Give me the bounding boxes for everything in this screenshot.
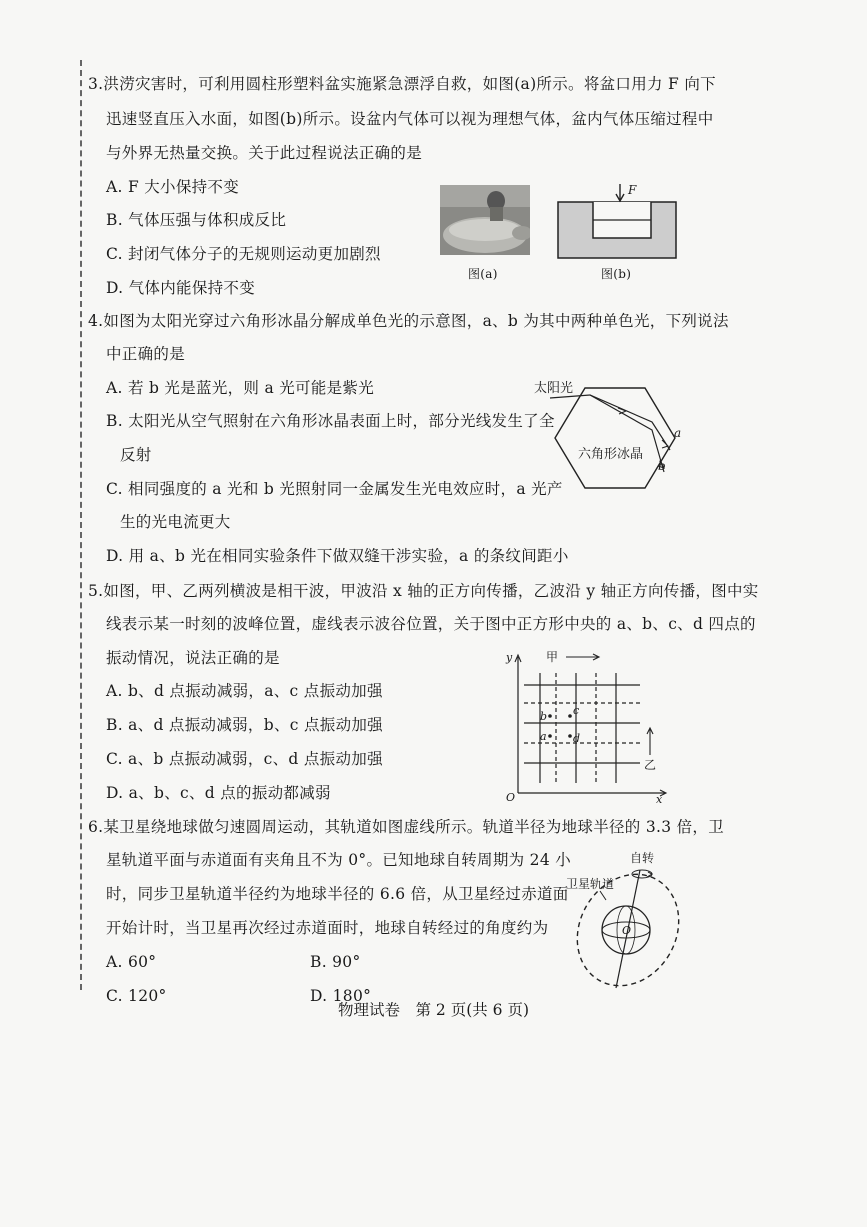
q5-option-c: C. a、b 点振动减弱，c、d 点振动加强 [106,750,383,768]
q3-option-d: D. 气体内能保持不变 [106,279,256,297]
q5-wave-jia-label: 甲 [546,650,559,664]
q5-option-d: D. a、b、c、d 点的振动都减弱 [106,784,331,802]
q3-figure-a-photo [440,185,530,255]
q4-crystal-label: 六角形冰晶 [578,447,644,462]
q5-point-c [568,714,572,718]
q6-stem-line-1: 6.某卫星绕地球做匀速圆周运动，其轨道如图虚线所示。轨道半径为地球半径的 3.3 倍，卫 [88,818,724,836]
q3-stem-line-1: 3.洪涝灾害时，可利用圆柱形塑料盆实施紧急漂浮自救，如图(a)所示。将盆口用力 F 向下 [88,75,716,93]
q5-point-a-label: a [540,730,547,743]
q6-center-label: O [622,924,632,937]
q6-satellite-orbit-figure [560,848,700,993]
q5-wave-interference-figure [500,645,675,805]
q6-option-d: D. 180° [310,987,372,1005]
q5-wave-yi-label: 乙 [644,758,657,772]
q6-option-c: C. 120° [106,987,167,1005]
q3-figure-b-diagram [555,182,680,262]
q5-point-d-label: d [573,732,581,745]
q4-ray-b-label: b [658,459,666,473]
q5-point-b-label: b [540,710,548,723]
q4-option-d: D. 用 a、b 光在相同实验条件下做双缝干涉实验，a 的条纹间距小 [106,547,569,565]
q5-origin-label: O [506,791,516,804]
q3-force-label: F [628,183,637,197]
q4-option-c-cont: 生的光电流更大 [120,513,231,531]
q5-point-c-label: c [573,704,580,717]
q6-stem-line-2: 星轨道平面与赤道面有夹角且不为 0°。已知地球自转周期为 24 小 [106,851,572,869]
q6-rotation-label: 自转 [630,851,655,865]
q4-ice-crystal-figure [530,380,700,505]
q5-axis-y-label: y [506,651,513,664]
q4-stem-line-2: 中正确的是 [106,345,186,363]
q3-stem-line-2: 迅速竖直压入水面，如图(b)所示。设盆内气体可以视为理想气体，盆内气体压缩过程中 [106,110,714,128]
q5-stem-line-2: 线表示某一时刻的波峰位置，虚线表示波谷位置，关于图中正方形中央的 a、b、c、d 四点的 [106,615,756,633]
q6-orbit-label: 卫星轨道 [566,877,615,891]
q3-stem-line-3: 与外界无热量交换。关于此过程说法正确的是 [106,144,423,162]
q3-option-b: B. 气体压强与体积成反比 [106,211,287,229]
q4-option-a: A. 若 b 光是蓝光，则 a 光可能是紫光 [106,379,375,397]
page-footer: 物理试卷 第 2 页(共 6 页) [337,1001,530,1019]
q5-point-d [568,734,572,738]
q6-option-a: A. 60° [106,953,157,971]
q3-figure-b-caption: 图(b) [601,267,632,281]
q6-stem-line-3: 时，同步卫星轨道半径约为地球半径的 6.6 倍，从卫星经过赤道面 [106,885,569,903]
q4-ray-a-label: a [674,426,682,440]
q5-point-a [548,734,552,738]
q5-point-b [548,714,552,718]
q5-option-a: A. b、d 点振动减弱，a、c 点振动加强 [106,682,383,700]
q3-option-c: C. 封闭气体分子的无规则运动更加剧烈 [106,245,381,263]
q4-option-c: C. 相同强度的 a 光和 b 光照射同一金属发生光电效应时，a 光产 [106,480,563,498]
q4-option-b-cont: 反射 [120,446,152,464]
q3-option-a: A. F 大小保持不变 [106,178,240,196]
q6-stem-line-4: 开始计时，当卫星再次经过赤道面时，地球自转经过的角度约为 [106,919,549,937]
q4-sunlight-label: 太阳光 [534,381,574,396]
q4-stem-line-1: 4.如图为太阳光穿过六角形冰晶分解成单色光的示意图，a、b 为其中两种单色光，下列说法 [88,312,729,330]
q5-axis-x-label: x [656,793,663,805]
q5-stem-line-3: 振动情况，说法正确的是 [106,649,280,667]
q3-figure-a-caption: 图(a) [468,267,498,281]
q5-option-b: B. a、d 点振动减弱，b、c 点振动加强 [106,716,383,734]
q4-option-b: B. 太阳光从空气照射在六角形冰晶表面上时，部分光线发生了全 [106,412,555,430]
q5-stem-line-1: 5.如图，甲、乙两列横波是相干波，甲波沿 x 轴的正方向传播，乙波沿 y 轴正方向传播，图中实 [88,582,759,600]
binding-margin-line [80,60,82,990]
q6-option-b: B. 90° [310,953,361,971]
